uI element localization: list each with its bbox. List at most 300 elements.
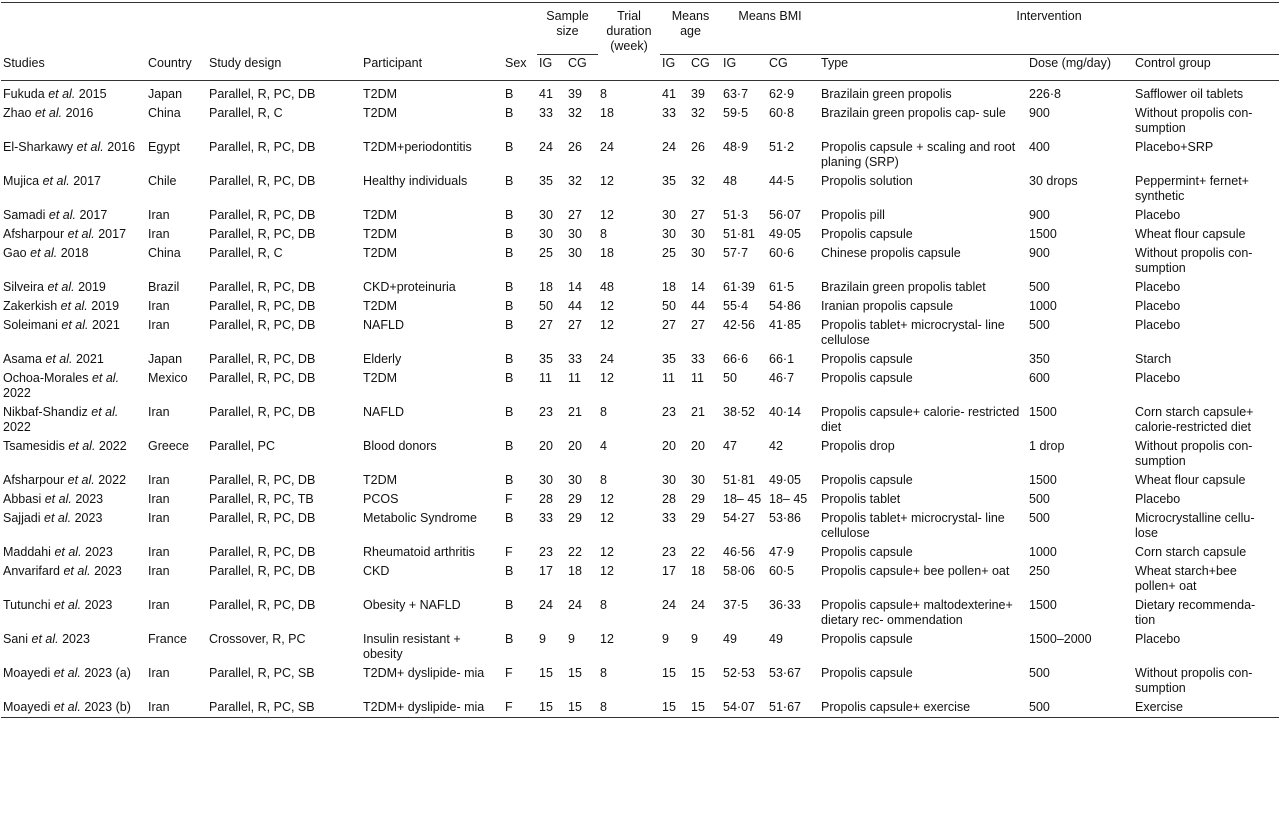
study-author: Mujica (3, 173, 40, 188)
study-author: Tutunchi (3, 597, 51, 612)
study-et-al: et al. (91, 370, 120, 385)
study-cell (1, 369, 146, 403)
study-year: 2019 (78, 279, 106, 294)
control-group-cell: Corn starch capsule (1135, 544, 1247, 559)
sample-ig-cell: 33 (539, 510, 553, 525)
study-et-al: et al. (48, 86, 76, 101)
study-design-cell: Parallel, R, PC, DB (209, 173, 316, 188)
study-author: Ochoa-Morales (3, 370, 89, 385)
bmi-cg-cell: 66·1 (769, 351, 795, 366)
bmi-cg-cell: 46·7 (769, 370, 795, 385)
study-et-al: et al. (44, 510, 72, 525)
sample-ig-cell: 15 (539, 665, 553, 680)
sample-ig-cell: 33 (539, 105, 553, 120)
age-ig-cell: 20 (662, 438, 676, 453)
duration-cell: 12 (600, 298, 614, 313)
bmi-cg-cell: 60·8 (769, 105, 795, 120)
sex-cell: B (505, 139, 514, 154)
header-intervention: Intervention (819, 3, 1279, 55)
sex-cell: B (505, 631, 514, 646)
sample-cg-cell: 21 (568, 404, 582, 419)
study-author: Sajjadi (3, 510, 41, 525)
table-row (1, 172, 1279, 206)
study-year: 2023 (62, 631, 90, 646)
header-sample-ig: IG (539, 55, 553, 70)
sex-cell: B (505, 472, 514, 487)
age-cg-cell: 30 (691, 472, 705, 487)
study-design-cell: Crossover, R, PC (209, 631, 306, 646)
study-et-al: et al. (68, 438, 96, 453)
header-means-age: Means age (660, 3, 721, 55)
sex-cell: B (505, 351, 514, 366)
table-header (1, 3, 1279, 81)
age-cg-cell: 22 (691, 544, 705, 559)
study-design-cell: Parallel, R, PC, DB (209, 351, 316, 366)
sample-cg-cell: 15 (568, 665, 582, 680)
study-year: 2022 (98, 438, 127, 453)
study-design-cell: Parallel, R, PC, DB (209, 279, 316, 294)
participant-cell: CKD (363, 563, 390, 578)
sex-cell: F (503, 698, 537, 718)
duration-cell: 24 (600, 139, 614, 154)
sex-cell: B (505, 317, 514, 332)
study-year: 2023 (74, 510, 103, 525)
intervention-type-cell: Brazilain green propolis (821, 86, 952, 101)
table-row (1, 562, 1279, 596)
bmi-cg-cell: 56·07 (769, 207, 801, 222)
study-author: Gao (3, 245, 27, 260)
study-design-cell: Parallel, R, C (209, 105, 283, 120)
bmi-ig-cell: 42·56 (723, 317, 755, 332)
header-dose: Dose (mg/day) (1029, 55, 1111, 70)
age-cg-cell: 20 (691, 438, 705, 453)
sample-cg-cell: 20 (568, 438, 582, 453)
study-et-al: et al. (48, 207, 76, 222)
bmi-ig-cell: 58·06 (723, 563, 755, 578)
dose-cell: 400 (1029, 139, 1050, 154)
study-design-cell: Parallel, R, PC, DB (209, 404, 316, 419)
participant-cell: Insulin resistant + obesity (363, 631, 461, 661)
sample-cg-cell: 18 (568, 563, 582, 578)
table-row (1, 437, 1279, 471)
duration-cell: 18 (600, 105, 614, 120)
control-group-cell: Placebo+SRP (1135, 139, 1214, 154)
age-ig-cell: 30 (662, 472, 676, 487)
participant-cell: T2DM (363, 207, 398, 222)
table-row (1, 80, 1279, 104)
study-author: El-Sharkawy (3, 139, 74, 154)
age-cg-cell: 32 (691, 105, 705, 120)
intervention-type-cell: Propolis capsule (821, 351, 913, 366)
table-row (1, 543, 1279, 562)
sample-cg-cell: 11 (568, 370, 581, 385)
study-author: Afsharpour (3, 472, 65, 487)
intervention-type-cell: Iranian propolis capsule (821, 298, 954, 313)
dose-cell: 30 drops (1029, 173, 1078, 188)
duration-cell: 18 (600, 245, 614, 260)
bmi-ig-cell: 55·4 (723, 298, 749, 313)
study-design-cell: Parallel, R, PC, DB (209, 370, 316, 385)
table-row (1, 490, 1279, 509)
intervention-type-cell: Propolis capsule+ exercise (819, 698, 1027, 718)
age-cg-cell: 15 (689, 698, 721, 718)
header-sample-size: Sample size (537, 3, 598, 55)
study-year: 2016 (107, 139, 136, 154)
study-design-cell: Parallel, R, PC, DB (209, 510, 316, 525)
age-ig-cell: 35 (662, 351, 676, 366)
dose-cell: 1000 (1029, 298, 1057, 313)
country-cell: Iran (148, 226, 170, 241)
country-cell: Japan (148, 351, 183, 366)
sample-cg-cell: 30 (568, 472, 582, 487)
sex-cell: B (505, 207, 514, 222)
study-design-cell: Parallel, R, PC, SB (209, 665, 315, 680)
study-cell (1, 206, 146, 225)
participant-cell: Blood donors (363, 438, 437, 453)
sample-ig-cell: 24 (539, 597, 553, 612)
duration-cell: 8 (600, 86, 607, 101)
dose-cell: 226·8 (1029, 86, 1061, 101)
study-et-al: et al. (67, 226, 95, 241)
sample-ig-cell: 30 (539, 207, 553, 222)
country-cell: Iran (148, 317, 170, 332)
bmi-ig-cell: 51·3 (723, 207, 749, 222)
sample-ig-cell: 28 (539, 491, 553, 506)
sample-cg-cell: 9 (568, 631, 575, 646)
bmi-ig-cell: 48·9 (723, 139, 749, 154)
sample-cg-cell: 26 (568, 139, 582, 154)
bmi-ig-cell: 54·27 (723, 510, 755, 525)
study-cell (1, 80, 146, 104)
bmi-cg-cell: 51·2 (769, 139, 795, 154)
bmi-cg-cell: 44·5 (769, 173, 795, 188)
bmi-cg-cell: 53·67 (769, 665, 801, 680)
study-design-cell: Parallel, R, PC, TB (209, 491, 314, 506)
study-author: Maddahi (3, 544, 51, 559)
bmi-ig-cell: 50 (723, 370, 737, 385)
age-ig-cell: 24 (662, 597, 676, 612)
table-row (1, 316, 1279, 350)
participant-cell: CKD+proteinuria (363, 279, 456, 294)
country-cell: Greece (148, 438, 189, 453)
sample-ig-cell: 20 (539, 438, 553, 453)
country-cell: Japan (148, 86, 183, 101)
study-design-cell: Parallel, R, PC, DB (209, 226, 316, 241)
duration-cell: 8 (600, 665, 607, 680)
sample-cg-cell: 32 (568, 173, 582, 188)
dose-cell: 1000 (1029, 544, 1057, 559)
sex-cell: B (505, 279, 514, 294)
control-group-cell: Peppermint+ fernet+ synthetic (1135, 173, 1249, 203)
dose-cell: 600 (1029, 370, 1050, 385)
dose-cell: 900 (1029, 105, 1050, 120)
participant-cell: PCOS (363, 491, 399, 506)
study-design-cell: Parallel, R, PC, DB (209, 317, 316, 332)
participant-cell: T2DM+ dyslipide- mia (361, 698, 503, 718)
dose-cell: 500 (1029, 317, 1050, 332)
participant-cell: T2DM (363, 226, 398, 241)
country-cell: Iran (148, 298, 170, 313)
study-cell (1, 297, 146, 316)
sample-cg-cell: 24 (568, 597, 582, 612)
dose-cell: 500 (1027, 698, 1133, 718)
duration-cell: 8 (600, 226, 607, 241)
participant-cell: Elderly (363, 351, 402, 366)
study-year: 2017 (98, 226, 127, 241)
dose-cell: 500 (1029, 510, 1050, 525)
study-year: 2015 (78, 86, 107, 101)
header-age-ig: IG (662, 55, 676, 70)
intervention-type-cell: Propolis capsule (821, 544, 913, 559)
bmi-cg-cell: 60·6 (769, 245, 795, 260)
country-cell: Iran (148, 544, 170, 559)
study-year: 2023 (85, 544, 113, 559)
study-author: Soleimani (3, 317, 58, 332)
country-cell: Brazil (148, 279, 180, 294)
sex-cell: B (505, 370, 514, 385)
study-year: 2016 (65, 105, 94, 120)
study-author: Anvarifard (3, 563, 60, 578)
bmi-ig-cell: 18– 45 (723, 491, 762, 506)
sample-ig-cell: 24 (539, 139, 553, 154)
duration-cell: 8 (598, 698, 660, 718)
study-et-al: et al. (67, 472, 95, 487)
sex-cell: F (505, 665, 513, 680)
study-et-al: et al. (54, 544, 82, 559)
age-ig-cell: 41 (662, 86, 676, 101)
age-ig-cell: 15 (660, 698, 689, 718)
dose-cell: 900 (1029, 207, 1050, 222)
bmi-cg-cell: 42 (769, 438, 783, 453)
intervention-type-cell: Propolis capsule+ bee pollen+ oat (821, 563, 1010, 578)
control-group-cell: Starch (1135, 351, 1172, 366)
duration-cell: 48 (600, 279, 614, 294)
country-cell: China (148, 105, 181, 120)
age-ig-cell: 35 (662, 173, 676, 188)
table-row (1, 104, 1279, 138)
participant-cell: Metabolic Syndrome (363, 510, 477, 525)
bmi-ig-cell: 54·07 (721, 698, 767, 718)
bmi-cg-cell: 36·33 (769, 597, 801, 612)
sample-cg-cell: 15 (566, 698, 598, 718)
study-author: Abbasi (3, 491, 42, 506)
sample-ig-cell: 15 (537, 698, 566, 718)
study-cell (1, 225, 146, 244)
bmi-cg-cell: 51·67 (767, 698, 819, 718)
header-age-cg: CG (691, 55, 710, 70)
sample-cg-cell: 39 (568, 86, 582, 101)
country-cell: Iran (148, 563, 170, 578)
study-author: Tsamesidis (3, 438, 65, 453)
table-row (1, 471, 1279, 490)
study-cell (1, 509, 146, 543)
age-ig-cell: 28 (662, 491, 676, 506)
bmi-cg-cell: 41·85 (769, 317, 801, 332)
intervention-type-cell: Brazilain green propolis cap- sule (821, 105, 1006, 120)
study-et-al: et al. (45, 351, 73, 366)
bmi-cg-cell: 49 (769, 631, 783, 646)
age-ig-cell: 9 (662, 631, 669, 646)
dose-cell: 1500 (1029, 472, 1057, 487)
bmi-cg-cell: 40·14 (769, 404, 801, 419)
dose-cell: 1500–2000 (1029, 631, 1092, 646)
header-sample-cg: CG (568, 55, 587, 70)
bmi-cg-cell: 18– 45 (769, 491, 808, 506)
study-author: Fukuda (3, 86, 45, 101)
study-author: Silveira (3, 279, 44, 294)
sample-cg-cell: 27 (568, 317, 582, 332)
sample-ig-cell: 18 (539, 279, 553, 294)
study-et-al: et al. (60, 298, 88, 313)
sex-cell: B (505, 510, 514, 525)
participant-cell: T2DM (363, 472, 398, 487)
study-year: 2021 (91, 317, 120, 332)
sample-cg-cell: 32 (568, 105, 582, 120)
control-group-cell: Microcrystalline cellu- lose (1135, 510, 1255, 540)
age-cg-cell: 11 (691, 370, 704, 385)
bmi-cg-cell: 53·86 (769, 510, 801, 525)
sample-cg-cell: 29 (568, 491, 582, 506)
intervention-type-cell: Chinese propolis capsule (821, 245, 961, 260)
bmi-cg-cell: 54·86 (769, 298, 801, 313)
study-year: 2022 (3, 385, 31, 400)
bmi-cg-cell: 60·5 (769, 563, 795, 578)
study-cell (1, 543, 146, 562)
participant-cell: T2DM+ dyslipide- mia (363, 665, 485, 680)
age-ig-cell: 30 (662, 207, 676, 222)
country-cell: Iran (148, 491, 170, 506)
header-studies: Studies (1, 3, 146, 80)
country-cell: Egypt (148, 139, 180, 154)
study-cell (1, 471, 146, 490)
age-cg-cell: 18 (691, 563, 705, 578)
study-et-al: et al. (91, 404, 119, 419)
sample-ig-cell: 17 (539, 563, 553, 578)
participant-cell: T2DM (363, 370, 398, 385)
study-year: 2021 (75, 351, 104, 366)
study-cell (1, 350, 146, 369)
study-year: 2017 (79, 207, 108, 222)
study-author: Moayedi (3, 699, 51, 714)
intervention-type-cell: Propolis tablet+ microcrystal- line cellulose (821, 510, 1005, 540)
table-row (1, 297, 1279, 316)
age-ig-cell: 15 (662, 665, 676, 680)
study-design-cell: Parallel, R, PC, SB (207, 698, 361, 718)
study-et-al: et al. (31, 631, 59, 646)
table-row (1, 698, 1279, 718)
header-type: Type (821, 55, 849, 70)
study-et-al: et al. (44, 491, 72, 506)
country-cell: Iran (148, 510, 170, 525)
age-ig-cell: 33 (662, 510, 676, 525)
bmi-cg-cell: 49·05 (769, 472, 801, 487)
study-cell (1, 698, 146, 718)
country-cell: Iran (148, 472, 170, 487)
age-cg-cell: 27 (691, 317, 705, 332)
duration-cell: 12 (600, 544, 614, 559)
study-design-cell: Parallel, R, PC, DB (209, 563, 316, 578)
study-design-cell: Parallel, R, PC, DB (209, 544, 316, 559)
control-group-cell: Wheat starch+bee pollen+ oat (1135, 563, 1237, 593)
age-ig-cell: 30 (662, 226, 676, 241)
study-design-cell: Parallel, R, PC, DB (209, 207, 316, 222)
bmi-cg-cell: 61·5 (769, 279, 795, 294)
sex-cell: B (505, 245, 514, 260)
country-cell: Chile (148, 173, 177, 188)
control-group-cell: Exercise (1133, 698, 1279, 718)
age-cg-cell: 30 (691, 226, 705, 241)
control-group-cell: Placebo (1135, 298, 1181, 313)
age-cg-cell: 29 (691, 491, 705, 506)
bmi-ig-cell: 49 (723, 631, 737, 646)
sample-ig-cell: 35 (539, 173, 553, 188)
study-author: Nikbaf-Shandiz (3, 404, 88, 419)
table-row (1, 244, 1279, 278)
header-study-design: Study design (207, 3, 361, 80)
duration-cell: 12 (600, 491, 614, 506)
control-group-cell: Dietary recommenda- tion (1135, 597, 1256, 627)
sample-ig-cell: 23 (539, 544, 553, 559)
study-et-al: et al. (53, 597, 82, 612)
study-cell (1, 316, 146, 350)
study-year: 2022 (3, 419, 31, 434)
control-group-cell: Without propolis con- sumption (1135, 105, 1253, 135)
bmi-ig-cell: 66·6 (723, 351, 749, 366)
bmi-cg-cell: 49·05 (769, 226, 801, 241)
table-row (1, 278, 1279, 297)
dose-cell: 500 (1029, 279, 1050, 294)
age-cg-cell: 14 (691, 279, 705, 294)
country-cell: Mexico (148, 370, 188, 385)
age-ig-cell: 27 (662, 317, 676, 332)
duration-cell: 12 (600, 370, 614, 385)
participant-cell: NAFLD (363, 404, 404, 419)
age-cg-cell: 29 (691, 510, 705, 525)
sex-cell: B (505, 563, 514, 578)
bmi-ig-cell: 46·56 (723, 544, 755, 559)
duration-cell: 8 (600, 597, 607, 612)
age-cg-cell: 30 (691, 245, 705, 260)
sample-cg-cell: 27 (568, 207, 582, 222)
intervention-type-cell: Propolis capsule (821, 472, 913, 487)
sex-cell: B (505, 86, 514, 101)
intervention-type-cell: Propolis capsule+ calorie- restricted diet (821, 404, 1020, 434)
control-group-cell: Wheat flour capsule (1135, 472, 1246, 487)
duration-cell: 24 (600, 351, 614, 366)
study-et-al: et al. (61, 317, 89, 332)
sample-ig-cell: 30 (539, 226, 553, 241)
control-group-cell: Placebo (1135, 631, 1181, 646)
study-author: Sani (3, 631, 29, 646)
dose-cell: 1500 (1029, 404, 1057, 419)
dose-cell: 500 (1029, 491, 1050, 506)
country-cell: Iran (148, 665, 170, 680)
study-cell (1, 596, 146, 630)
control-group-cell: Wheat flour capsule (1135, 226, 1246, 241)
study-author: Afsharpour (3, 226, 65, 241)
sample-ig-cell: 50 (539, 298, 553, 313)
sex-cell: B (505, 298, 514, 313)
sex-cell: B (505, 105, 514, 120)
intervention-type-cell: Propolis capsule (821, 665, 913, 680)
participant-cell: NAFLD (363, 317, 404, 332)
participant-cell: Healthy individuals (363, 173, 468, 188)
study-year: 2023 (75, 491, 104, 506)
sex-cell: B (505, 173, 514, 188)
study-year: 2017 (73, 173, 102, 188)
participant-cell: T2DM (363, 298, 398, 313)
age-ig-cell: 25 (662, 245, 676, 260)
